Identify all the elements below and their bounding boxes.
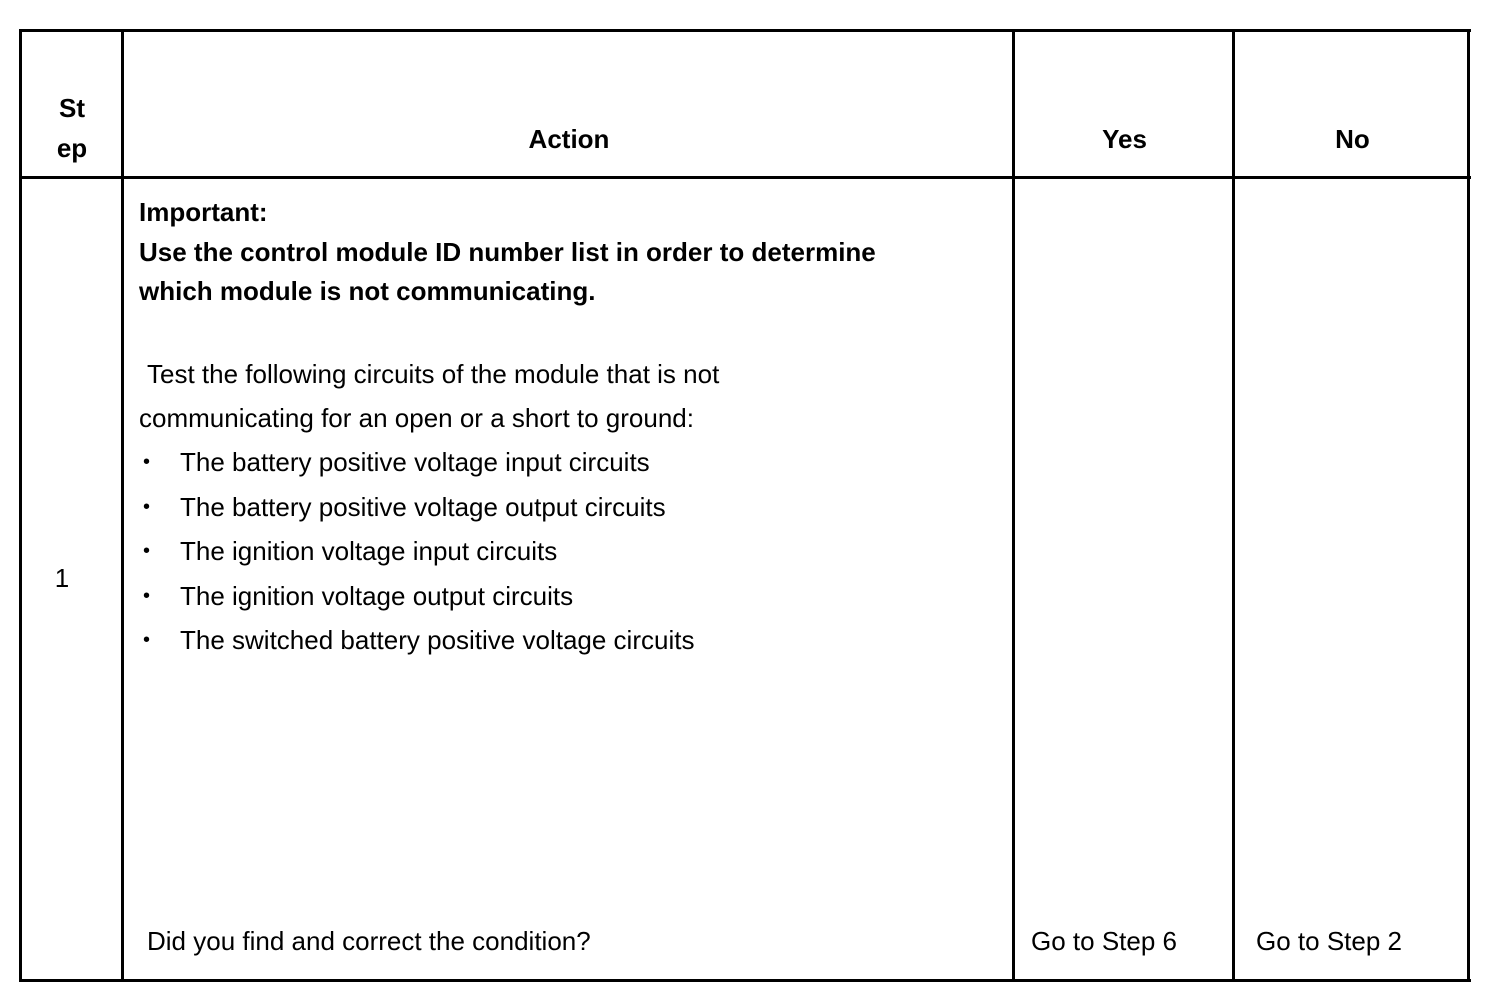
test-instructions (139, 352, 999, 440)
circuit-list (139, 440, 999, 663)
list-item-text: The ignition voltage input circuits (180, 536, 558, 566)
important-label: Important: (139, 197, 268, 227)
column-divider-yes (1232, 29, 1235, 982)
condition-question: Did you find and correct the condition? (147, 926, 591, 956)
list-item-text: The switched battery positive voltage circuits (180, 625, 695, 655)
header-action: Action (528, 124, 610, 154)
list-item-text: The battery positive voltage input circuits (180, 447, 650, 477)
bullet-icon: • (143, 540, 151, 562)
bullet-icon: • (143, 584, 151, 607)
list-item-text: The battery positive voltage output circuits (180, 491, 666, 522)
bullet-icon: • (143, 451, 151, 473)
no-outcome: Go to Step 2 (1256, 926, 1402, 956)
important-text-line1: Use the control module ID number list in order to determine (139, 236, 876, 267)
important-text-line2: which module is not communicating. (139, 276, 596, 306)
column-divider-no (1467, 29, 1470, 982)
instructions-line2: communicating for an open or a short to ground: (139, 403, 694, 433)
yes-outcome: Go to Step 6 (1031, 926, 1177, 956)
list-item (139, 440, 999, 485)
bullet-icon: • (143, 495, 151, 518)
list-item (139, 485, 999, 530)
header-yes: Yes (1102, 124, 1147, 154)
step-number: 1 (54, 563, 70, 593)
column-divider-action (1012, 29, 1015, 982)
column-divider-step (121, 29, 124, 982)
important-note (139, 193, 999, 312)
list-item (139, 574, 999, 619)
header-divider (19, 176, 1471, 179)
header-step-line1: St (59, 93, 85, 123)
header-step (22, 88, 122, 168)
instructions-line1: Test the following circuits of the module that is not (147, 359, 720, 389)
header-step-line2: ep (56, 133, 88, 163)
list-item (139, 618, 999, 663)
list-item (139, 529, 999, 574)
header-no: No (1335, 124, 1370, 154)
bullet-icon: • (143, 629, 151, 651)
list-item-text: The ignition voltage output circuits (180, 580, 574, 611)
